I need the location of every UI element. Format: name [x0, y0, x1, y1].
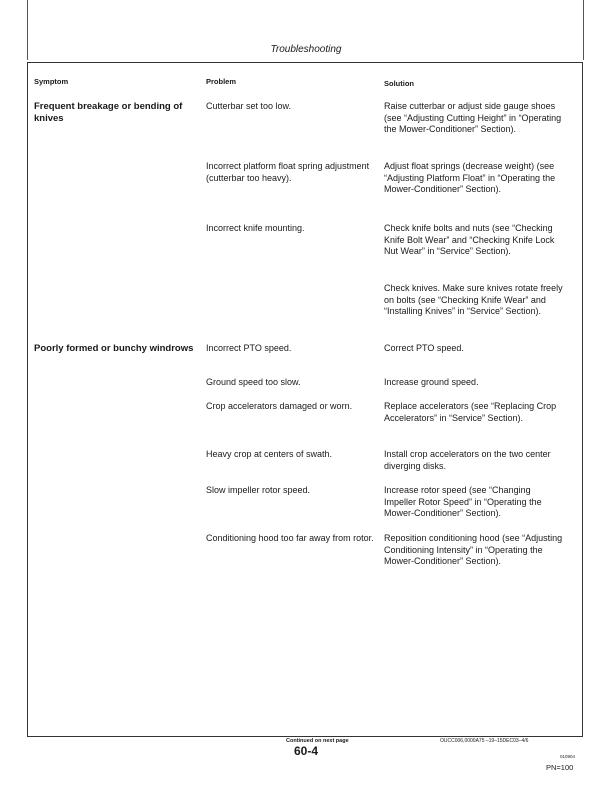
- row-problem: Ground speed too slow.: [206, 377, 301, 387]
- continued-note: Continued on next page: [286, 738, 349, 744]
- row-problem: Conditioning hood too far away from rotor.: [206, 533, 374, 543]
- row-solution: Raise cutterbar or adjust side gauge shoes (see “Adjusting Cutting Height” in “Operating the Mower-Conditioner” Section).: [384, 101, 562, 134]
- row-solution: Check knife bolts and nuts (see “Checking Knife Bolt Wear” and “Checking Knife Lock Nut Wear” in “Service” Section).: [384, 223, 555, 256]
- row-symptom: Poorly formed or bunchy windrows: [34, 343, 194, 354]
- row-problem: Crop accelerators damaged or worn.: [206, 401, 353, 411]
- page-header-title: Troubleshooting: [270, 44, 342, 55]
- column-header-symptom: Symptom: [34, 77, 69, 86]
- document-code: OUCC006,0000A75 –19–15DEC03–4/6: [440, 738, 529, 744]
- small-code: 010904: [560, 754, 576, 759]
- row-problem: Heavy crop at centers of swath.: [206, 449, 333, 459]
- column-header-solution: Solution: [384, 79, 414, 88]
- row-solution: Install crop accelerators on the two center diverging disks.: [384, 449, 551, 471]
- row-problem: Slow impeller rotor speed.: [206, 485, 311, 495]
- row-symptom: Frequent breakage or bending of knives: [34, 101, 183, 124]
- pn-number: PN=100: [546, 763, 574, 772]
- row-solution: Check knives. Make sure knives rotate freely on bolts (see “Checking Knife Wear” and “Installing Knives” in “Service” Section).: [384, 283, 563, 316]
- row-solution: Adjust float springs (decrease weight) (see “Adjusting Platform Float” in “Operating the Mower-Conditioner” Section).: [384, 161, 556, 194]
- page-number: 60-4: [293, 744, 319, 758]
- row-solution: Correct PTO speed.: [384, 343, 464, 353]
- row-solution: Increase rotor speed (see “Changing Impeller Rotor Speed” in “Operating the Mower-Conditioner” Section).: [384, 485, 542, 518]
- row-solution: Increase ground speed.: [384, 377, 479, 387]
- row-problem: Incorrect knife mounting.: [206, 223, 305, 233]
- row-problem: Incorrect PTO speed.: [206, 343, 292, 353]
- row-problem: Incorrect platform float spring adjustment (cutterbar too heavy).: [206, 161, 370, 183]
- row-solution: Replace accelerators (see “Replacing Crop Accelerators” in “Service” Section).: [384, 401, 557, 423]
- row-solution: Reposition conditioning hood (see “Adjusting Conditioning Intensity” in “Operating the Mower-Conditioner” Section).: [384, 533, 563, 566]
- column-header-problem: Problem: [206, 77, 237, 86]
- row-problem: Cutterbar set too low.: [206, 101, 292, 111]
